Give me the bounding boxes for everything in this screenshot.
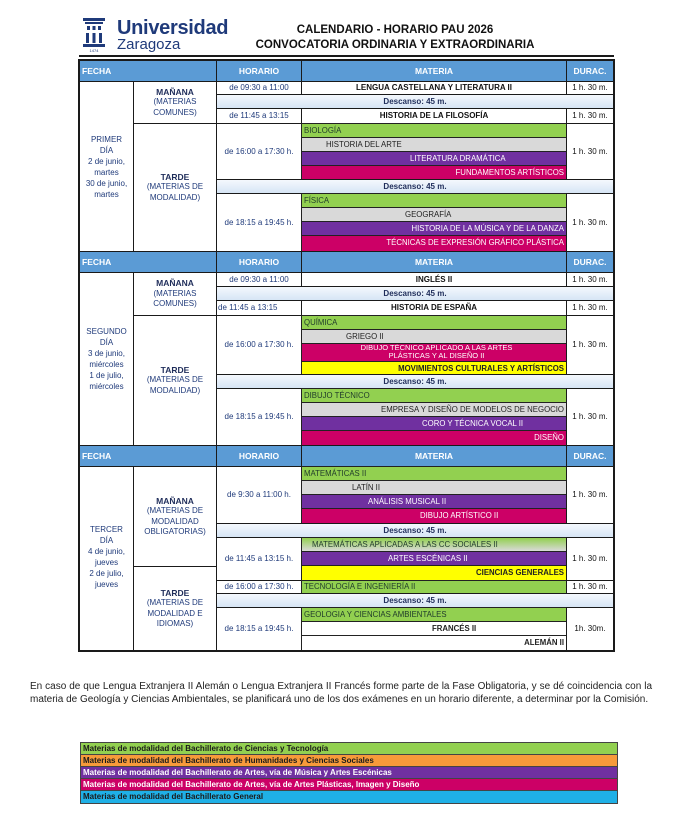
break-row: Descanso: 45 m. — [216, 374, 614, 389]
subject-plasticas: DISEÑO — [301, 430, 567, 446]
time-slot: de 16:00 a 17:30 h. — [216, 315, 302, 375]
duration: 1h. 30m. — [566, 607, 614, 651]
header-divider — [79, 55, 614, 57]
day-label: SEGUNDO — [86, 327, 127, 336]
weekday: jueves — [94, 558, 119, 567]
column-header-durac: DURAC. — [566, 251, 614, 273]
time-slot: de 11:45 a 13:15 — [216, 300, 302, 316]
subject-humanidades: GRIEGO II — [301, 329, 567, 344]
subject-ciencias: BIOLOGÍA — [301, 123, 567, 138]
day-label: DÍA — [99, 338, 114, 347]
time-slot: de 11:45 a 13:15 — [216, 108, 302, 124]
break-row: Descanso: 45 m. — [216, 94, 614, 109]
session-subtitle: (MATERIAS DE MODALIDAD OBLIGATORIAS) — [144, 506, 206, 536]
footnote: En caso de que Lengua Extranjera II Alemán o Lengua Extranjera II Francés forme parte de la Fase Obligatoria, y se dé coincidencia con la materia de Geología y Ciencias Ambientales, se planificará uno de los dos exámenes en un horario diferente, a determinar por la Comisión. — [30, 681, 652, 705]
subject-ciencias: QUÍMICA — [301, 315, 567, 330]
subject-plasticas: DIBUJO ARTÍSTICO II — [301, 508, 567, 524]
subject-musica: ARTES ESCÉNICAS II — [301, 551, 567, 566]
legend-general: Materias de modalidad del Bachillerato General — [81, 791, 617, 803]
subject-ciencias: TECNOLOGÍA E INGENIERÍA II — [301, 580, 567, 594]
session-title: MAÑANA — [156, 86, 194, 97]
session-title: TARDE — [160, 587, 190, 598]
duration: 1 h. 30 m. — [566, 108, 614, 124]
day2-date — [79, 272, 134, 446]
column-header-fecha: FECHA — [79, 60, 217, 82]
time-slot: de 09:30 a 11:00 — [216, 81, 302, 95]
subject: LENGUA CASTELLANA Y LITERATURA II — [301, 81, 567, 95]
day-label: TERCER — [90, 525, 123, 534]
time-slot: de 11:45 a 13:15 h. — [216, 537, 302, 581]
legend-humanidades-ccss: Materias de modalidad del Bachillerato de Humanidades y Ciencias Sociales — [81, 755, 617, 767]
time-slot: de 18:15 a 19:45 h. — [216, 607, 302, 651]
session-subtitle: (MATERIAS DE MODALIDAD) — [146, 182, 204, 202]
duration: 1 h. 30 m. — [566, 388, 614, 446]
time-slot: de 18:15 a 19:45 h. — [216, 388, 302, 446]
time-slot: de 18:15 a 19:45 h. — [216, 193, 302, 252]
subject-humanidades: GEOGRAFÍA — [301, 207, 567, 222]
legend-artes-plasticas: Materias de modalidad del Bachillerato de Artes, vía de Artes Plásticas, Imagen y Diseño — [81, 779, 617, 791]
legend-ciencias-tecnologia: Materias de modalidad del Bachillerato de Ciencias y Tecnología — [81, 743, 617, 755]
duration: 1 h. 30 m. — [566, 315, 614, 375]
color-legend — [80, 742, 618, 804]
column-header-fecha: FECHA — [79, 445, 217, 467]
document-subtitle: CONVOCATORIA ORDINARIA Y EXTRAORDINARIA — [255, 39, 535, 51]
date-extraordinary: 2 de julio, — [89, 569, 124, 578]
university-crest-icon — [82, 17, 106, 53]
subject-general: CIENCIAS GENERALES — [301, 565, 567, 581]
column-header-materia: MATERIA — [301, 445, 567, 467]
session-subtitle: (MATERIAS COMUNES) — [153, 288, 197, 309]
date-extraordinary: 30 de junio, — [85, 178, 128, 188]
break-row: Descanso: 45 m. — [216, 286, 614, 301]
date-ordinary: 2 de junio, — [88, 156, 125, 166]
subject-plasticas: DIBUJO TÉCNICO APLICADO A LAS ARTES PLÁSTICAS Y AL DISEÑO II — [301, 343, 567, 362]
time-slot: de 16:00 a 17:30 h. — [216, 580, 302, 594]
date-ordinary: 4 de junio, — [88, 547, 125, 556]
document-title: CALENDARIO - HORARIO PAU 2026 — [296, 24, 494, 36]
weekday: jueves — [94, 580, 119, 589]
subject-musica: CORO Y TÉCNICA VOCAL II — [301, 416, 567, 431]
weekday: martes — [94, 167, 119, 177]
subject-plasticas: FUNDAMENTOS ARTÍSTICOS — [301, 165, 567, 180]
subject-humanidades: HISTORIA DEL ARTE — [301, 137, 567, 152]
duration: 1 h. 30 m. — [566, 466, 614, 524]
column-header-durac: DURAC. — [566, 445, 614, 467]
day3-date — [79, 466, 134, 651]
day2-session-manana — [133, 272, 217, 316]
session-subtitle: (MATERIAS DE MODALIDAD) — [146, 375, 204, 395]
duration: 1 h. 30 m. — [566, 537, 614, 581]
duration: 1 h. 30 m. — [566, 580, 614, 594]
weekday: miércoles — [89, 360, 124, 369]
subject-ciencias: MATEMÁTICAS II — [301, 466, 567, 481]
break-row: Descanso: 45 m. — [216, 593, 614, 608]
subject: HISTORIA DE LA FILOSOFÍA — [301, 108, 567, 124]
day3-session-tarde — [133, 566, 217, 651]
weekday: martes — [94, 189, 119, 199]
date-extraordinary: 1 de julio, — [89, 371, 124, 380]
day-label: DÍA — [99, 536, 114, 545]
column-header-horario: HORARIO — [216, 445, 302, 467]
break-row: Descanso: 45 m. — [216, 179, 614, 194]
subject-ciencias: GEOLOGIA Y CIENCIAS AMBIENTALES — [301, 607, 567, 622]
duration: 1 h. 30 m. — [566, 272, 614, 287]
day-label: DÍA — [99, 145, 114, 155]
time-slot: de 16:00 a 17:30 h. — [216, 123, 302, 180]
session-subtitle: (MATERIAS COMUNES) — [153, 97, 197, 117]
day3-session-manana — [133, 466, 217, 567]
day1-session-tarde — [133, 123, 217, 252]
day-label: PRIMER — [90, 134, 123, 144]
day1-session-manana — [133, 81, 217, 124]
duration: 1 h. 30 m. — [566, 123, 614, 180]
university-logo — [80, 15, 229, 55]
subject-ciencias: FÍSICA — [301, 193, 567, 208]
subject-musica: ANÁLISIS MUSICAL II — [301, 494, 567, 509]
time-slot: de 9:30 a 11:00 h. — [216, 466, 302, 524]
subject-humanidades: EMPRESA Y DISEÑO DE MODELOS DE NEGOCIO — [301, 402, 567, 417]
subject: HISTORIA DE ESPAÑA — [301, 300, 567, 316]
logo-city-name: Zaragoza — [117, 36, 181, 53]
session-title: TARDE — [160, 171, 190, 182]
session-title: MAÑANA — [156, 495, 194, 506]
break-row: Descanso: 45 m. — [216, 523, 614, 538]
date-ordinary: 3 de junio, — [88, 349, 125, 358]
column-header-horario: HORARIO — [216, 251, 302, 273]
duration: 1 h. 30 m. — [566, 193, 614, 252]
column-header-materia: MATERIA — [301, 251, 567, 273]
column-header-horario: HORARIO — [216, 60, 302, 82]
subject: INGLÉS II — [301, 272, 567, 287]
column-header-durac: DURAC. — [566, 60, 614, 82]
subject-humanidades: LATÍN II — [301, 480, 567, 495]
subject-idioma: ALEMÁN II — [301, 635, 567, 651]
subject-plasticas: TÉCNICAS DE EXPRESIÓN GRÁFICO PLÁSTICA — [301, 235, 567, 252]
weekday: miércoles — [89, 382, 124, 391]
subject-idioma: FRANCÉS II — [301, 621, 567, 636]
subject-musica: HISTORIA DE LA MÚSICA Y DE LA DANZA — [301, 221, 567, 236]
subject-musica: LITERATURA DRAMÁTICA — [301, 151, 567, 166]
legend-artes-musica: Materias de modalidad del Bachillerato de Artes, vía de Música y Artes Escénicas — [81, 767, 617, 779]
day1-date — [79, 81, 134, 252]
session-title: TARDE — [160, 364, 190, 375]
duration: 1 h. 30 m. — [566, 81, 614, 95]
duration: 1 h. 30 m. — [566, 300, 614, 316]
subject-ciencias-humanidades: MATEMÁTICAS APLICADAS A LAS CC SOCIALES II — [301, 537, 567, 552]
subject-ciencias: DIBUJO TÉCNICO — [301, 388, 567, 403]
column-header-materia: MATERIA — [301, 60, 567, 82]
column-header-fecha: FECHA — [79, 251, 217, 273]
day2-session-tarde — [133, 315, 217, 446]
svg-text:1474: 1474 — [89, 48, 99, 53]
session-title: MAÑANA — [156, 278, 194, 289]
time-slot: de 09:30 a 11:00 — [216, 272, 302, 287]
logo-university-name: Universidad — [117, 17, 229, 39]
session-subtitle: (MATERIAS DE MODALIDAD E IDIOMAS) — [146, 598, 204, 628]
subject-general: MOVIMIENTOS CULTURALES Y ARTÍSTICOS — [301, 361, 567, 375]
